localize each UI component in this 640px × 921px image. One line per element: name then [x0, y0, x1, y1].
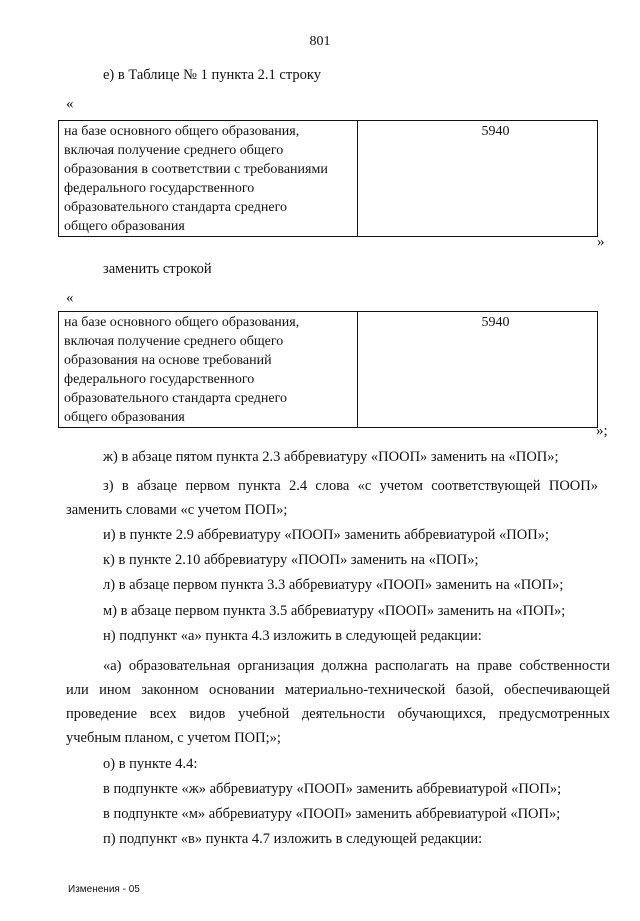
cell-line: на базе основного общего образования, [64, 315, 300, 330]
table-row [59, 121, 598, 237]
paragraph-line: «а) образовательная организация должна располагать на праве собственности [103, 658, 610, 674]
quoted-subitem-a [66, 654, 610, 750]
cell-line: включая получение среднего общего [64, 334, 284, 349]
item-l-text: л) в абзаце первом пункта 3.3 аббревиатуру «ПООП» заменить на «ПОП»; [103, 577, 564, 593]
cell-line: включая получение среднего общего [64, 143, 284, 158]
paragraph-line: учебным планом, с учетом ПОП;»; [66, 730, 281, 746]
table-old-row [58, 120, 598, 237]
cell-line: общего образования [64, 219, 185, 234]
cell-line: общего образования [64, 410, 185, 425]
footer-revision-label: Изменения - 05 [68, 884, 140, 895]
paragraph-line: или ином законном основании материально-технической базой, обеспечивающей [66, 682, 610, 698]
cell-line: образовательного стандарта среднего [64, 391, 287, 406]
item-m-text: м) в абзаце первом пункта 3.5 аббревиатуру «ПООП» заменить на «ПОП»; [103, 603, 566, 619]
table-old-value-cell: 5940 [358, 121, 598, 237]
page-number: 801 [309, 34, 331, 49]
item-i-text: и) в пункте 2.9 аббревиатуру «ПООП» заменить аббревиатурой «ПОП»; [103, 527, 549, 543]
item-p-text: п) подпункт «в» пункта 4.7 изложить в следующей редакции: [103, 831, 483, 847]
cell-line: образования в соответствии с требованиями [64, 162, 328, 177]
table-new-value-cell: 5940 [358, 312, 598, 428]
item-o-text: о) в пункте 4.4: [103, 756, 198, 772]
table-row [59, 312, 598, 428]
item-n-text: н) подпункт «а» пункта 4.3 изложить в следующей редакции: [103, 628, 482, 644]
close-quote-1: » [597, 234, 605, 250]
cell-line: образовательного стандарта среднего [64, 200, 287, 215]
cell-line: федерального государственного [64, 372, 255, 387]
paragraph-line: заменить словами «с учетом ПОП»; [66, 502, 288, 518]
table-old-description-cell [59, 121, 358, 237]
item-k-text: к) в пункте 2.10 аббревиатуру «ПООП» заменить на «ПОП»; [103, 552, 479, 568]
item-e-text: е) в Таблице № 1 пункта 2.1 строку [103, 67, 321, 83]
replace-with-text: заменить строкой [103, 261, 212, 277]
open-quote-2: « [66, 290, 74, 306]
item-zh-text: ж) в абзаце пятом пункта 2.3 аббревиатуру «ПООП» заменить на «ПОП»; [103, 449, 559, 465]
table-new-row [58, 311, 598, 428]
paragraph-line: проведение всех видов учебной деятельности обучающихся, предусмотренных [66, 706, 610, 722]
cell-line: федерального государственного [64, 181, 255, 196]
cell-line: на базе основного общего образования, [64, 124, 300, 139]
cell-line: образования на основе требований [64, 353, 272, 368]
item-o-subitem-m: в подпункте «м» аббревиатуру «ПООП» заменить аббревиатурой «ПОП»; [103, 806, 561, 822]
item-o-subitem-zh: в подпункте «ж» аббревиатуру «ПООП» заменить аббревиатурой «ПОП»; [103, 781, 562, 797]
close-quote-2: »; [596, 423, 608, 439]
open-quote-1: « [66, 96, 74, 112]
table-new-description-cell [59, 312, 358, 428]
paragraph-line: з) в абзаце первом пункта 2.4 слова «с учетом соответствующей ПООП» [103, 478, 598, 494]
item-z-paragraph [66, 474, 598, 522]
